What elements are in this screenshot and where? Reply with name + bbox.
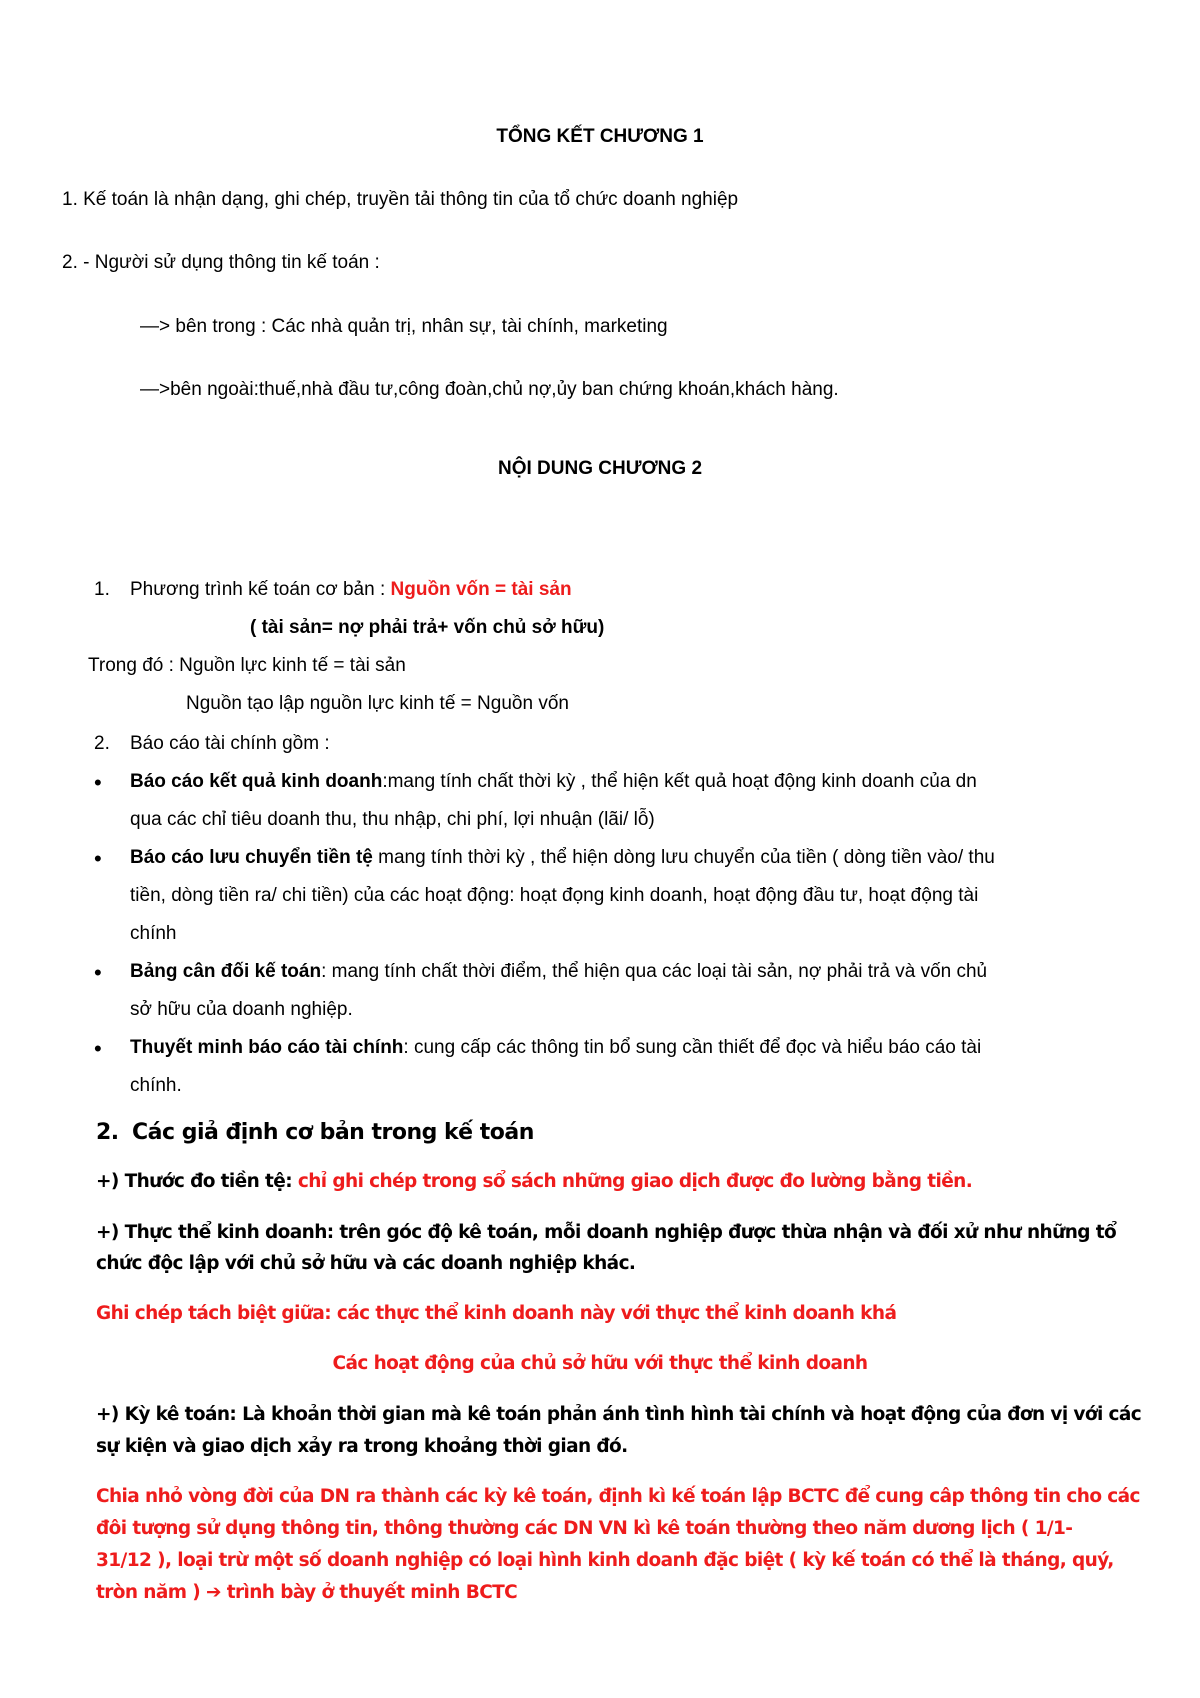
chapter2-title: NỘI DUNG CHƯƠNG 2 [497, 458, 703, 479]
bullet-1-line-2: qua các chỉ tiêu doanh thu, thu nhập, chi phí, lợi nhuận (lãi/ lỗ) [130, 809, 655, 830]
equation-sub: ( tài sản= nợ phải trả+ vốn chủ sở hữu) [250, 617, 605, 638]
bullet-3-line-1 [130, 961, 987, 984]
where-line1: Trong đó : Nguồn lực kinh tế = tài sản [88, 655, 406, 676]
equation-text: Phương trình kế toán cơ bản : [130, 579, 391, 600]
equation-line [130, 579, 572, 602]
users-inside: —> bên trong : Các nhà quản trị, nhân sự, tài chính, marketing [140, 316, 668, 337]
period-line-2: sự kiện và giao dịch xảy ra trong khoảng thời gian đó. [96, 1436, 628, 1457]
bullet-icon: • [94, 960, 102, 985]
assumptions-heading: Các giả định cơ bản trong kế toán [132, 1120, 534, 1145]
bullet-1-text: :mang tính chất thời kỳ , thể hiện kết quả hoạt động kinh doanh của dn [382, 771, 977, 792]
assumptions-number: 2. [96, 1120, 119, 1145]
divide-line-1: Chia nhỏ vòng đời của DN ra thành các kỳ kê toán, định kì kế toán lập BCTC để cung câp thông tin cho các [96, 1486, 1140, 1507]
divide-line-4-start: tròn năm ) [96, 1582, 206, 1603]
bullet-icon: • [94, 846, 102, 871]
chapter1-title: TỔNG KẾT CHƯƠNG 1 [496, 126, 704, 147]
equation-number: 1. [94, 579, 110, 600]
reports-heading: Báo cáo tài chính gồm : [130, 733, 330, 754]
bullet-2-title: Báo cáo lưu chuyển tiền tệ [130, 847, 373, 868]
bullet-icon: • [94, 1036, 102, 1061]
bullet-4-text: : cung cấp các thông tin bổ sung cần thiết để đọc và hiểu báo cáo tài [403, 1037, 982, 1058]
entity-line-2: chức độc lập với chủ sở hữu và các doanh nghiệp khác. [96, 1253, 636, 1274]
divide-line-4 [96, 1582, 517, 1604]
bullet-1-line-1 [130, 771, 977, 794]
reports-number: 2. [94, 733, 110, 754]
where-line2: Nguồn tạo lập nguồn lực kinh tế = Nguồn vốn [186, 693, 569, 714]
divide-line-4-end: trình bày ở thuyết minh BCTC [220, 1582, 518, 1603]
arrow-right-icon: ➔ [205, 1582, 221, 1603]
bullet-3-text: : mang tính chất thời điểm, thể hiện qua các loại tài sản, nợ phải trả và vốn chủ [321, 961, 988, 982]
separate-line-1: Ghi chép tách biệt giữa: các thực thể kinh doanh này với thực thể kinh doanh khá [96, 1303, 897, 1324]
monetary-line [96, 1171, 972, 1193]
bullet-3-title: Bảng cân đối kế toán [130, 961, 322, 982]
bullet-3-line-2: sở hữu của doanh nghiệp. [130, 999, 353, 1020]
bullet-1-title: Báo cáo kết quả kinh doanh [130, 771, 383, 792]
divide-line-2: đôi tượng sử dụng thông tin, thông thường các DN VN kì kê toán thường theo năm dương lịch ( 1/1- [96, 1518, 1073, 1539]
bullet-2-line-3: chính [130, 923, 177, 944]
bullet-4-line-1 [130, 1037, 981, 1060]
bullet-4-line-2: chính. [130, 1075, 182, 1096]
bullet-4-title: Thuyết minh báo cáo tài chính [130, 1037, 404, 1058]
period-line-1: +) Kỳ kê toán: Là khoản thời gian mà kê toán phản ánh tình hình tài chính và hoạt động của đơn vị với các [96, 1404, 1142, 1425]
bullet-2-line-1 [130, 847, 995, 870]
entity-line-1: +) Thực thể kinh doanh: trên góc độ kê toán, mỗi doanh nghiệp được thừa nhận và đối xử như những tổ [96, 1222, 1117, 1243]
equation-highlight: Nguồn vốn = tài sản [390, 579, 572, 600]
bullet-2-text: mang tính thời kỳ , thể hiện dòng lưu chuyển của tiền ( dòng tiền vào/ thu [372, 847, 995, 868]
users-outside: —>bên ngoài:thuế,nhà đầu tư,công đoàn,chủ nợ,ủy ban chứng khoán,khách hàng. [140, 379, 839, 400]
chapter1-item2: 2. - Người sử dụng thông tin kế toán : [62, 252, 380, 273]
bullet-2-line-2: tiền, dòng tiền ra/ chi tiền) của các hoạt động: hoạt đọng kinh doanh, hoạt động đầu tư, hoạt động tài [130, 885, 979, 906]
chapter1-item1: 1. Kế toán là nhận dạng, ghi chép, truyền tải thông tin của tổ chức doanh nghiệp [62, 189, 739, 210]
divide-line-3: 31/12 ), loại trừ một số doanh nghiệp có loại hình kinh doanh đặc biệt ( kỳ kế toán có thể là tháng, quý, [96, 1550, 1114, 1571]
monetary-text: chỉ ghi chép trong sổ sách những giao dịch được đo lường bằng tiền. [297, 1171, 973, 1192]
monetary-label: +) Thước đo tiền tệ: [96, 1171, 298, 1192]
bullet-icon: • [94, 770, 102, 795]
separate-line-2: Các hoạt động của chủ sở hữu với thực thể kinh doanh [332, 1353, 868, 1374]
